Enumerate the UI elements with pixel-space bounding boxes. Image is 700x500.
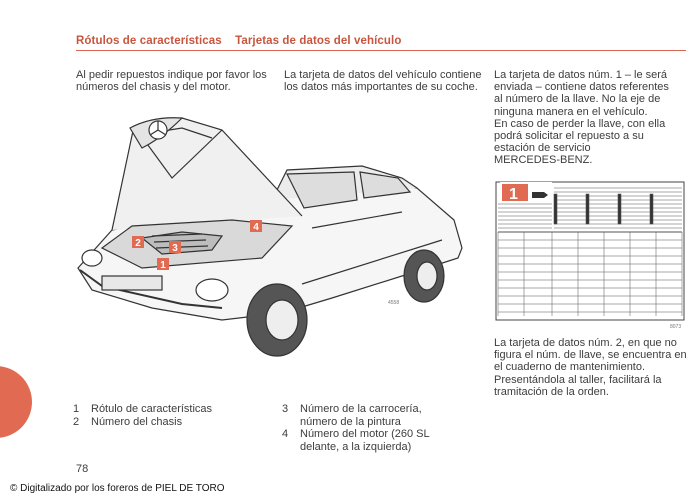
legend-text: delante, a la izquierda) — [300, 440, 412, 453]
callout-number-4: 4 — [253, 222, 259, 233]
paragraph-data-card-1 — [494, 69, 690, 167]
paragraph-data-card-2: La tarjeta de datos núm. 2, en que no figura el núm. de llave, se encuentra en el cuaderno de mantenimiento. Presentándola al taller, facilitará la tramitación de la orden. — [494, 337, 687, 398]
text-line: al número de la llave. No la eje de — [494, 93, 661, 106]
credit-line: © Digitalizado por los foreros de PIEL DE TORO — [10, 483, 225, 494]
header-title-left: Rótulos de características — [76, 35, 222, 47]
figure-code: 4558 — [388, 300, 400, 306]
legend-left — [73, 403, 273, 428]
legend-number: 4 — [282, 428, 289, 440]
legend-text: Rótulo de características — [91, 403, 213, 415]
data-card-illustration — [494, 180, 688, 330]
legend-item — [282, 428, 472, 453]
legend-text: Número de la carrocería, — [300, 403, 422, 415]
callout-number-3: 3 — [172, 243, 178, 254]
text-line: estación de servicio — [494, 142, 591, 155]
callout-number-2: 2 — [135, 238, 141, 249]
page-number: 78 — [76, 463, 89, 475]
text-line: ninguna manera en el vehículo. — [494, 105, 648, 118]
card-code: 8073 — [670, 324, 682, 330]
car-engine-illustration — [72, 108, 470, 370]
legend-text: Número del motor (260 SL — [300, 428, 430, 440]
text-line: podrá solicitar el repuesto a su — [494, 130, 644, 143]
paragraph-data-card: La tarjeta de datos del vehículo contiene los datos más importantes de su coche. — [284, 69, 482, 94]
text-line: enviada – contiene datos referentes — [494, 81, 669, 94]
legend-text: Número del chasis — [91, 415, 183, 428]
text-line: En caso de perder la llave, con ella — [494, 117, 666, 130]
callout-number-1: 1 — [160, 260, 166, 271]
text-line: MERCEDES-BENZ. — [494, 154, 593, 167]
section-header — [76, 35, 686, 51]
chapter-tab-marker — [0, 366, 32, 438]
legend-right — [282, 403, 472, 453]
header-title-right: Tarjetas de datos del vehículo — [235, 35, 402, 47]
legend-number: 1 — [73, 403, 80, 415]
legend-item — [282, 403, 472, 428]
legend-text: número de la pintura — [300, 415, 401, 428]
paragraph-spare-parts: Al pedir repuestos indique por favor los números del chasis y del motor. — [76, 69, 267, 94]
text-line: La tarjeta de datos núm. 1 – le será — [494, 69, 668, 81]
legend-number: 2 — [73, 415, 80, 428]
legend-item — [73, 403, 273, 416]
legend-item — [73, 416, 273, 429]
card-number: 1 — [509, 186, 518, 203]
legend-number: 3 — [282, 403, 289, 415]
